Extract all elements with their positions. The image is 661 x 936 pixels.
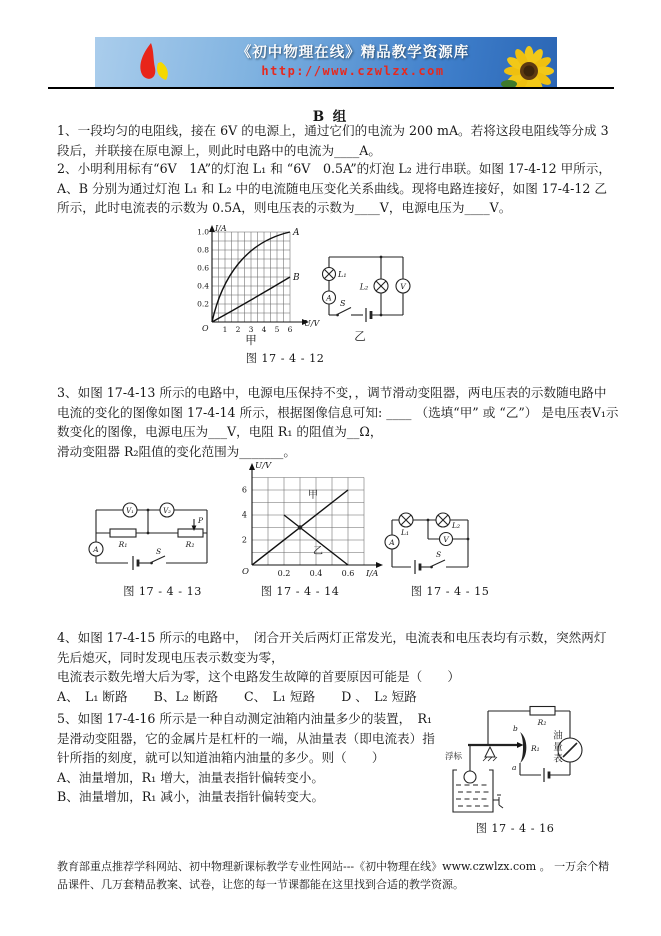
xtick: 0.6 xyxy=(341,569,355,578)
svg-text:A: A xyxy=(93,545,99,554)
ytick: 0.4 xyxy=(197,281,209,291)
lamp-icon xyxy=(323,268,336,281)
y-axis-label: I/A xyxy=(215,224,227,233)
lamp2-label: L₂ xyxy=(359,282,369,292)
svg-text:V: V xyxy=(400,282,406,291)
fuel-gauge-label: 油量表 xyxy=(551,730,562,765)
switch-label: S xyxy=(340,299,346,308)
question-4 xyxy=(57,628,617,706)
site-banner xyxy=(95,37,557,87)
faucet-icon xyxy=(493,795,503,808)
ytick: 1.0 xyxy=(197,227,209,237)
fig-17-4-13-caption: 图 17 - 4 - 13 xyxy=(123,585,202,598)
banner-title: 《初中物理在线》精品教学资源库 xyxy=(236,45,470,61)
fig-17-4-12-caption: 图 17 - 4 - 12 xyxy=(245,352,325,365)
fig-17-4-12-circuit xyxy=(318,248,413,346)
switch-icon xyxy=(336,308,351,317)
svg-text:A: A xyxy=(326,293,332,303)
question-2: 2、小明利用标有“6V 1A”的灯泡 L₁ 和 “6V 0.5A”的灯泡 L₂ 进行串联。如图 17-4-12 甲所示，A、B 分别为通过灯泡 L₁ 和 L₂ 中的电流随电压变化关系曲线。现将电路连接好，如图 17-4-12 乙所示，此时电流表的示数为 0.5A，则电压表的示数为____V，电源电压为____V。 xyxy=(57,161,611,216)
xtick: 3 xyxy=(248,325,254,334)
switch-icon xyxy=(430,560,445,568)
line-yi-label: 乙 xyxy=(313,546,323,557)
xtick: 2 xyxy=(235,325,241,334)
question-4-line2: 电流表示数先增大后为零，这个电路发生故障的首要原因可能是（ ） xyxy=(57,669,460,685)
battery-icon xyxy=(415,560,420,574)
xtick: 1 xyxy=(222,325,228,334)
curve-b-label: B xyxy=(293,273,300,283)
fig-17-4-14-graph xyxy=(230,455,390,587)
option-d: D 、 L₂ 短路 xyxy=(341,688,417,704)
banner-url[interactable]: http://www.czwlzx.com xyxy=(261,64,445,78)
oil-level-dashes xyxy=(456,785,490,806)
rheostat-r2-icon xyxy=(178,529,203,537)
lamp1-label: L₁ xyxy=(338,270,347,279)
fig-17-4-14-caption: 图 17 - 4 - 14 xyxy=(260,585,340,598)
x-axis-label: U/V xyxy=(304,319,320,328)
ammeter-icon xyxy=(89,542,103,556)
footer-text: 教育部重点推荐学科网站、初中物理新课标教学专业性网站---《初中物理在线》www.czwlzx.com 。 一万余个精品课件、几万套精品教案、试卷，让您的每一节课都能在这里找到合适的教学资源。 xyxy=(57,860,610,891)
question-1: 1、一段均匀的电阻线，接在 6V 的电源上，通过它们的电流为 200 mA。若将这段电阻线等分成 3 段后，并联接在原电源上，则此时电路中的电流为____A。 xyxy=(57,123,609,158)
voltmeter-icon xyxy=(396,279,410,293)
xtick: 0.2 xyxy=(277,569,291,578)
xtick: 4 xyxy=(261,325,267,334)
origin-label: O xyxy=(242,567,249,577)
ytick: 2 xyxy=(241,535,247,545)
lever-icon xyxy=(468,742,524,748)
r1-label: R₁ xyxy=(531,744,540,753)
lamp-icon xyxy=(374,279,388,293)
r2-label: R₂ xyxy=(537,718,547,727)
origin-label: O xyxy=(202,324,209,333)
ytick: 0.2 xyxy=(197,299,209,309)
xtick: 5 xyxy=(274,325,280,334)
ammeter-icon xyxy=(323,291,336,304)
subfigure-label-jia: 甲 xyxy=(245,333,257,347)
option-a: A、 L₁ 断路 xyxy=(57,688,128,704)
ytick: 4 xyxy=(241,510,247,520)
question-5 xyxy=(57,709,437,807)
option-b: B、L₂ 断路 xyxy=(153,688,219,704)
subfigure-label-yi: 乙 xyxy=(354,329,366,343)
switch-icon xyxy=(150,556,165,564)
float-ball-icon xyxy=(464,771,476,783)
ytick: 6 xyxy=(241,485,247,495)
battery-icon xyxy=(366,308,371,322)
lamp2-label: L₂ xyxy=(452,521,460,530)
xtick: 6 xyxy=(287,325,293,334)
fulcrum-icon xyxy=(483,747,497,761)
resistor-r2-icon xyxy=(530,707,555,716)
question-3-text: 3、如图 17-4-13 所示的电路中，电源电压保持不变，，调节滑动变阻器，两电压表的示数随电路中电流的变化的图像如图 17-4-14 所示，根据图像信息可知: ____ （选填“甲” 或 “乙”） 是电压表V₁示数变化的图像，电源电压为___V，电阻 R₁ 的阻值为__Ω， xyxy=(57,385,619,440)
ammeter-icon xyxy=(385,535,399,549)
svg-text:V₂: V₂ xyxy=(163,507,171,515)
section-title: B 组 xyxy=(312,109,349,125)
switch-label: S xyxy=(156,547,162,556)
question-3-text2: 滑动变阻器 R₂阻值的变化范围为_______。 xyxy=(57,443,296,459)
svg-text:V₁: V₁ xyxy=(126,507,134,515)
question-5-text: 5、如图 17-4-16 所示是一种自动测定油箱内油量多少的装置， R₁ 是滑动变阻器，它的金属片是杠杆的一端，从油量表（即电流表）指针所指的刻度，就可以知道油箱内油量的多少。则（ ） xyxy=(57,711,435,766)
fig-17-4-16-caption: 图 17 - 4 - 16 xyxy=(475,822,555,835)
header-divider xyxy=(48,87,614,89)
y-axis-label: U/V xyxy=(255,461,272,471)
r2-label: R₂ xyxy=(185,540,195,549)
banner-text xyxy=(203,41,503,78)
slider-label: P xyxy=(198,516,204,525)
question-5-option-a: A、油量增加，R₁ 增大，油量表指针偏转变小。 xyxy=(57,769,324,785)
float-label: 浮标 xyxy=(445,752,463,762)
sunflower-icon xyxy=(499,44,555,87)
question-3 xyxy=(57,383,619,461)
graph-grid xyxy=(212,232,290,322)
battery-icon xyxy=(133,556,138,570)
x-axis-label: I/A xyxy=(366,569,379,579)
question-5-option-b: B、油量增加，R₁ 减小，油量表指针偏转变大。 xyxy=(57,789,325,805)
fig-17-4-15-caption: 图 17 - 4 - 15 xyxy=(410,585,490,598)
ytick: 0.8 xyxy=(197,245,209,255)
svg-text:V: V xyxy=(443,535,449,544)
question-4-options xyxy=(57,687,617,707)
arc-a-label: a xyxy=(512,763,517,772)
lamp-icon xyxy=(436,513,450,527)
svg-text:A: A xyxy=(389,538,395,547)
ytick: 0.6 xyxy=(197,263,209,273)
xtick: 0.4 xyxy=(309,569,323,578)
fig-17-4-13-circuit xyxy=(88,500,213,575)
voltmeter-icon xyxy=(160,503,174,517)
lamp1-label: L₁ xyxy=(401,528,409,537)
site-logo-icon xyxy=(135,41,173,83)
line-jia-label: 甲 xyxy=(308,490,318,501)
rheostat-arc-icon xyxy=(520,732,526,763)
switch-label: S xyxy=(436,550,442,559)
question-4-line1: 4、如图 17-4-15 所示的电路中， 闭合开关后两灯正常发光，电流表和电压表均有示数，突然两灯先后熄灭，同时发现电压表示数变为零， xyxy=(57,630,607,665)
arc-b-label: b xyxy=(513,724,518,733)
resistor-r1-icon xyxy=(110,529,136,537)
option-c: C、 L₁ 短路 xyxy=(244,688,316,704)
curve-a-label: A xyxy=(293,228,300,238)
fig-17-4-15-circuit xyxy=(378,505,478,575)
voltmeter-icon xyxy=(440,533,453,546)
r1-label: R₁ xyxy=(118,540,128,549)
voltmeter-icon xyxy=(123,503,137,517)
lamp-icon xyxy=(399,513,413,527)
intersection-point xyxy=(298,525,302,529)
